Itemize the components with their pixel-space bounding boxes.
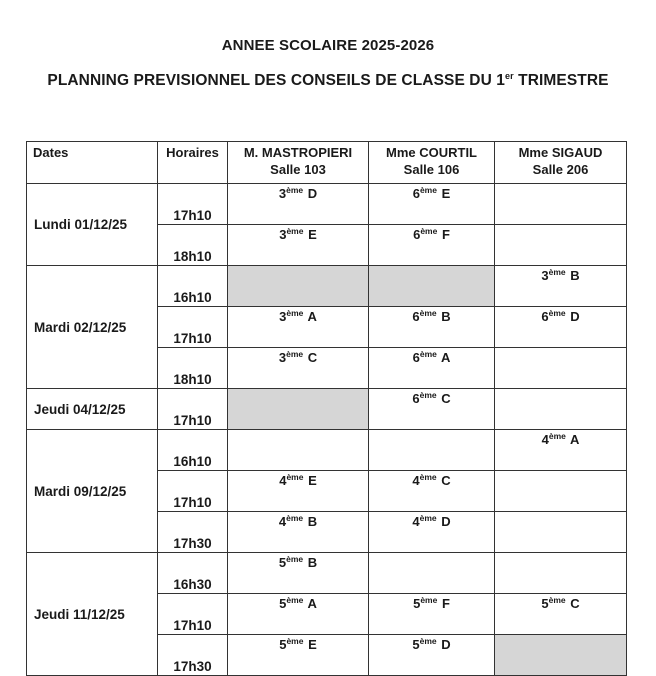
time-cell: 17h30 — [158, 635, 228, 676]
class-level-suffix: ème — [286, 472, 304, 482]
time-cell: 16h10 — [158, 430, 228, 471]
class-level: 3 — [278, 350, 287, 365]
class-letter: B — [570, 268, 580, 283]
class-level: 6 — [412, 350, 420, 365]
date-cell: Jeudi 04/12/25 — [27, 389, 158, 430]
class-cell — [369, 184, 495, 225]
time-cell: 16h10 — [158, 266, 228, 307]
page-title: ANNEE SCOLAIRE 2025-2026 — [221, 37, 435, 54]
unavailable-cell — [228, 266, 369, 307]
class-cell — [369, 389, 495, 430]
class-level: 5 — [541, 596, 549, 611]
class-level: 4 — [412, 473, 420, 488]
class-cell — [228, 225, 369, 266]
class-level-suffix: ème — [548, 308, 566, 318]
class-level: 6 — [412, 186, 420, 201]
class-level: 6 — [541, 309, 549, 324]
teacher-3-name: Mme SIGAUD — [518, 145, 603, 160]
teacher-3-room: Salle 206 — [532, 162, 589, 177]
header-row — [27, 142, 627, 184]
class-letter: F — [441, 596, 450, 611]
class-cell — [369, 594, 495, 635]
class-level-suffix: ème — [419, 472, 437, 482]
table-row — [27, 266, 627, 307]
empty-cell — [495, 471, 627, 512]
header-dates: Dates — [27, 142, 158, 184]
class-level-suffix: ème — [419, 308, 437, 318]
class-letter: D — [441, 637, 451, 652]
table-row — [27, 184, 627, 225]
class-cell — [495, 266, 627, 307]
class-letter: B — [307, 514, 318, 529]
class-level: 3 — [278, 186, 287, 201]
class-level: 4 — [278, 514, 287, 529]
class-level: 5 — [412, 637, 420, 652]
class-letter: A — [570, 432, 580, 447]
empty-cell — [369, 553, 495, 594]
schedule-body — [27, 184, 627, 676]
class-cell — [228, 512, 369, 553]
empty-cell — [495, 348, 627, 389]
class-level: 5 — [413, 596, 421, 611]
teacher-2-room: Salle 106 — [403, 162, 460, 177]
page-subtitle — [0, 71, 656, 90]
date-cell: Lundi 01/12/25 — [27, 184, 158, 266]
class-letter: A — [441, 350, 451, 365]
class-level-suffix: ème — [419, 513, 437, 523]
time-cell: 17h10 — [158, 184, 228, 225]
class-cell — [228, 594, 369, 635]
class-cell — [369, 225, 495, 266]
empty-cell — [228, 430, 369, 471]
table-row — [27, 389, 627, 430]
class-level: 3 — [279, 309, 287, 324]
class-level-suffix: ème — [420, 226, 438, 236]
class-level: 3 — [279, 227, 287, 242]
empty-cell — [369, 430, 495, 471]
class-letter: E — [308, 473, 317, 488]
class-level: 6 — [413, 227, 421, 242]
class-cell — [369, 512, 495, 553]
class-level-suffix: ème — [286, 185, 304, 195]
class-level-suffix: ème — [286, 636, 304, 646]
teacher-2-name: Mme COURTIL — [386, 145, 477, 160]
class-level-suffix: ème — [419, 185, 437, 195]
class-level: 4 — [279, 473, 287, 488]
class-cell — [369, 348, 495, 389]
date-cell: Jeudi 11/12/25 — [27, 553, 158, 676]
empty-cell — [495, 553, 627, 594]
subtitle-end: TRIMESTRE — [513, 72, 609, 89]
class-level-suffix: ème — [548, 267, 566, 277]
class-level: 5 — [278, 555, 287, 570]
class-level-suffix: ème — [286, 554, 304, 564]
class-level: 6 — [412, 391, 420, 406]
class-level: 6 — [412, 309, 420, 324]
class-letter: A — [307, 596, 317, 611]
class-letter: A — [307, 309, 317, 324]
class-letter: E — [441, 186, 451, 201]
class-level-suffix: ème — [286, 226, 304, 236]
class-letter: B — [307, 555, 318, 570]
header-horaires: Horaires — [158, 142, 228, 184]
class-level-suffix: ème — [420, 595, 438, 605]
class-level-suffix: ème — [548, 595, 566, 605]
class-letter: C — [307, 350, 318, 365]
class-level: 3 — [541, 268, 549, 283]
class-letter: C — [570, 596, 580, 611]
class-cell — [369, 307, 495, 348]
class-level-suffix: ème — [286, 595, 304, 605]
time-cell: 17h30 — [158, 512, 228, 553]
class-level-suffix: ème — [286, 349, 304, 359]
subtitle-superscript: er — [505, 71, 514, 81]
table-row — [27, 430, 627, 471]
class-level: 5 — [279, 596, 287, 611]
empty-cell — [495, 512, 627, 553]
class-cell — [495, 430, 627, 471]
class-level-suffix: ème — [419, 636, 437, 646]
table-row — [27, 553, 627, 594]
time-cell: 17h10 — [158, 307, 228, 348]
class-cell — [495, 307, 627, 348]
header-teacher-3 — [495, 142, 627, 184]
teacher-1-room: Salle 103 — [270, 162, 326, 177]
class-cell — [228, 553, 369, 594]
class-level-suffix: ème — [286, 513, 304, 523]
time-cell: 18h10 — [158, 225, 228, 266]
class-letter: C — [441, 473, 451, 488]
class-cell — [228, 635, 369, 676]
date-cell: Mardi 02/12/25 — [27, 266, 158, 389]
class-cell — [369, 471, 495, 512]
class-letter: B — [441, 309, 451, 324]
empty-cell — [495, 225, 627, 266]
class-level-suffix: ème — [548, 431, 566, 441]
class-cell — [228, 184, 369, 225]
class-level-suffix: ème — [419, 349, 437, 359]
time-cell: 17h10 — [158, 471, 228, 512]
class-cell — [228, 348, 369, 389]
time-cell: 18h10 — [158, 348, 228, 389]
header-teacher-2 — [369, 142, 495, 184]
empty-cell — [495, 184, 627, 225]
class-letter: D — [570, 309, 580, 324]
time-cell: 16h30 — [158, 553, 228, 594]
class-cell — [228, 471, 369, 512]
subtitle-main: PLANNING PREVISIONNEL DES CONSEILS DE CLASSE DU 1 — [47, 72, 506, 89]
header-teacher-1 — [228, 142, 369, 184]
class-level-suffix: ème — [419, 390, 437, 400]
class-level: 4 — [412, 514, 420, 529]
class-cell — [495, 594, 627, 635]
schedule-table — [26, 141, 627, 676]
date-cell: Mardi 09/12/25 — [27, 430, 158, 553]
unavailable-cell — [228, 389, 369, 430]
class-letter: C — [441, 391, 451, 406]
unavailable-cell — [495, 635, 627, 676]
class-level-suffix: ème — [286, 308, 304, 318]
teacher-1-name: M. MASTROPIERI — [243, 145, 353, 160]
class-level: 5 — [279, 637, 287, 652]
class-letter: D — [307, 186, 318, 201]
class-letter: E — [308, 637, 317, 652]
unavailable-cell — [369, 266, 495, 307]
class-letter: E — [308, 227, 317, 242]
time-cell: 17h10 — [158, 594, 228, 635]
class-letter: D — [441, 514, 451, 529]
class-letter: F — [441, 227, 450, 242]
class-level: 4 — [541, 432, 549, 447]
empty-cell — [495, 389, 627, 430]
time-cell: 17h10 — [158, 389, 228, 430]
class-cell — [369, 635, 495, 676]
class-cell — [228, 307, 369, 348]
